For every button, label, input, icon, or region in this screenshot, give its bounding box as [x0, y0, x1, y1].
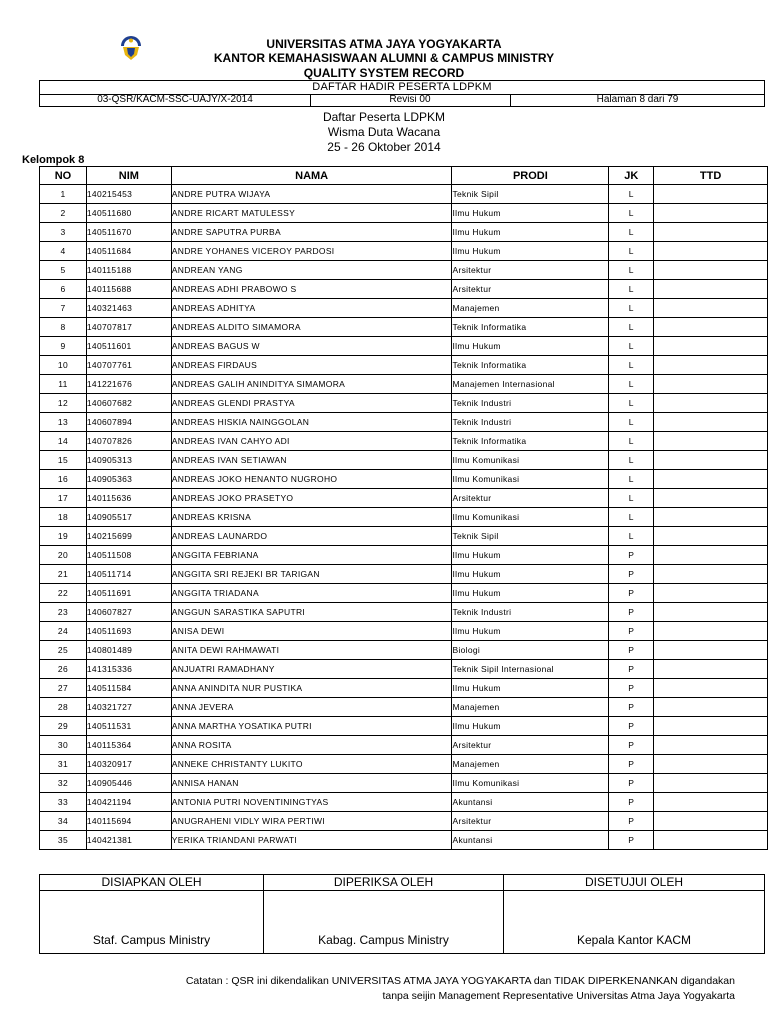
- cell-no: 35: [40, 831, 87, 850]
- signature-table: [39, 874, 765, 954]
- cell-jk: L: [609, 375, 654, 394]
- cell-no: 24: [40, 622, 87, 641]
- cell-nim: 141315336: [86, 660, 171, 679]
- cell-jk: P: [609, 622, 654, 641]
- cell-no: 12: [40, 394, 87, 413]
- cell-nim: 140511670: [86, 223, 171, 242]
- cell-no: 18: [40, 508, 87, 527]
- table-row: [40, 280, 768, 299]
- cell-ttd[interactable]: [654, 337, 768, 356]
- cell-jk: P: [609, 603, 654, 622]
- cell-prodi: Ilmu Hukum: [452, 717, 609, 736]
- cell-no: 7: [40, 299, 87, 318]
- cell-no: 16: [40, 470, 87, 489]
- cell-prodi: Teknik Industri: [452, 394, 609, 413]
- cell-ttd[interactable]: [654, 261, 768, 280]
- cell-ttd[interactable]: [654, 280, 768, 299]
- cell-nim: 140511684: [86, 242, 171, 261]
- cell-ttd[interactable]: [654, 755, 768, 774]
- cell-no: 5: [40, 261, 87, 280]
- cell-no: 9: [40, 337, 87, 356]
- checked-by-name: Kabag. Campus Ministry: [264, 891, 504, 954]
- cell-nama: ANGGITA TRIADANA: [171, 584, 452, 603]
- cell-nama: ANDRE SAPUTRA PURBA: [171, 223, 452, 242]
- cell-prodi: Arsitektur: [452, 736, 609, 755]
- table-row: [40, 337, 768, 356]
- table-row: [40, 470, 768, 489]
- cell-no: 10: [40, 356, 87, 375]
- cell-jk: L: [609, 280, 654, 299]
- cell-no: 21: [40, 565, 87, 584]
- table-row: [40, 584, 768, 603]
- cell-no: 22: [40, 584, 87, 603]
- event-date: 25 - 26 Oktober 2014: [327, 140, 441, 154]
- cell-jk: L: [609, 394, 654, 413]
- participant-table: [39, 166, 768, 850]
- cell-jk: L: [609, 413, 654, 432]
- cell-no: 13: [40, 413, 87, 432]
- signature-header-row: [40, 875, 765, 891]
- cell-no: 27: [40, 679, 87, 698]
- record-meta-row: [40, 94, 764, 106]
- cell-nama: ANNA ROSITA: [171, 736, 452, 755]
- approved-by-name: Kepala Kantor KACM: [504, 891, 765, 954]
- col-header-nama: NAMA: [171, 167, 452, 185]
- cell-no: 14: [40, 432, 87, 451]
- cell-nama: ANNA JEVERA: [171, 698, 452, 717]
- table-row: [40, 489, 768, 508]
- cell-nama: ANGGUN SARASTIKA SAPUTRI: [171, 603, 452, 622]
- cell-ttd[interactable]: [654, 242, 768, 261]
- cell-prodi: Teknik Industri: [452, 413, 609, 432]
- cell-jk: P: [609, 774, 654, 793]
- cell-ttd[interactable]: [654, 470, 768, 489]
- cell-ttd[interactable]: [654, 698, 768, 717]
- cell-prodi: Teknik Sipil: [452, 185, 609, 204]
- cell-prodi: Manajemen: [452, 299, 609, 318]
- cell-prodi: Ilmu Hukum: [452, 242, 609, 261]
- table-row: [40, 299, 768, 318]
- cell-nama: ANDREAS JOKO PRASETYO: [171, 489, 452, 508]
- table-row: [40, 546, 768, 565]
- cell-nim: 140511691: [86, 584, 171, 603]
- table-row: [40, 318, 768, 337]
- cell-jk: P: [609, 698, 654, 717]
- table-row: [40, 261, 768, 280]
- cell-jk: P: [609, 793, 654, 812]
- table-row: [40, 432, 768, 451]
- table-row: [40, 242, 768, 261]
- cell-prodi: Arsitektur: [452, 261, 609, 280]
- cell-nama: YERIKA TRIANDANI PARWATI: [171, 831, 452, 850]
- cell-nim: 141221676: [86, 375, 171, 394]
- table-row: [40, 679, 768, 698]
- col-header-ttd: TTD: [654, 167, 768, 185]
- cell-nim: 140707826: [86, 432, 171, 451]
- table-row: [40, 223, 768, 242]
- cell-nim: 140905446: [86, 774, 171, 793]
- record-page: Halaman 8 dari 79: [596, 94, 679, 105]
- table-row: [40, 565, 768, 584]
- table-row: [40, 755, 768, 774]
- cell-prodi: Teknik Informatika: [452, 432, 609, 451]
- list-title: Daftar Peserta LDPKM: [322, 110, 446, 124]
- cell-ttd[interactable]: [654, 622, 768, 641]
- cell-nim: 140905363: [86, 470, 171, 489]
- cell-prodi: Akuntansi: [452, 831, 609, 850]
- cell-nim: 140115364: [86, 736, 171, 755]
- cell-ttd[interactable]: [654, 546, 768, 565]
- cell-ttd[interactable]: [654, 774, 768, 793]
- cell-nim: 140321463: [86, 299, 171, 318]
- cell-prodi: Ilmu Hukum: [452, 223, 609, 242]
- cell-nim: 140511680: [86, 204, 171, 223]
- cell-ttd[interactable]: [654, 185, 768, 204]
- cell-jk: P: [609, 584, 654, 603]
- table-row: [40, 698, 768, 717]
- table-row: [40, 204, 768, 223]
- cell-ttd[interactable]: [654, 812, 768, 831]
- table-row: [40, 641, 768, 660]
- cell-nama: ANITA DEWI RAHMAWATI: [171, 641, 452, 660]
- table-row: [40, 451, 768, 470]
- cell-ttd[interactable]: [654, 508, 768, 527]
- cell-prodi: Manajemen: [452, 698, 609, 717]
- office-name: KANTOR KEMAHASISWAAN ALUMNI & CAMPUS MINISTRY: [213, 51, 555, 65]
- cell-nim: 140511508: [86, 546, 171, 565]
- cell-nama: ANDREAS GALIH ANINDITYA SIMAMORA: [171, 375, 452, 394]
- cell-jk: P: [609, 717, 654, 736]
- col-header-jk: JK: [609, 167, 654, 185]
- cell-nama: ANUGRAHENI VIDLY WIRA PERTIWI: [171, 812, 452, 831]
- cell-prodi: Ilmu Hukum: [452, 565, 609, 584]
- cell-prodi: Ilmu Komunikasi: [452, 774, 609, 793]
- cell-nim: 140421381: [86, 831, 171, 850]
- cell-nama: ANDREAS LAUNARDO: [171, 527, 452, 546]
- cell-nama: ANJUATRI RAMADHANY: [171, 660, 452, 679]
- cell-prodi: Akuntansi: [452, 793, 609, 812]
- cell-jk: P: [609, 812, 654, 831]
- record-info-box: [39, 80, 765, 107]
- table-row: [40, 527, 768, 546]
- cell-nim: 140511584: [86, 679, 171, 698]
- cell-jk: L: [609, 337, 654, 356]
- footer-note-line1: Catatan : QSR ini dikendalikan UNIVERSITAS ATMA JAYA YOGYAKARTA dan TIDAK DIPERKENANKAN digandakan: [185, 975, 735, 987]
- table-row: [40, 413, 768, 432]
- cell-jk: L: [609, 204, 654, 223]
- table-header-row: [40, 167, 768, 185]
- cell-no: 29: [40, 717, 87, 736]
- table-row: [40, 812, 768, 831]
- cell-jk: P: [609, 565, 654, 584]
- cell-jk: L: [609, 508, 654, 527]
- cell-nim: 140215699: [86, 527, 171, 546]
- cell-nim: 140511693: [86, 622, 171, 641]
- cell-prodi: Ilmu Hukum: [452, 622, 609, 641]
- cell-ttd[interactable]: [654, 793, 768, 812]
- cell-prodi: Ilmu Komunikasi: [452, 451, 609, 470]
- cell-prodi: Ilmu Komunikasi: [452, 508, 609, 527]
- cell-prodi: Teknik Industri: [452, 603, 609, 622]
- table-row: [40, 508, 768, 527]
- cell-nama: ANDREAN YANG: [171, 261, 452, 280]
- cell-nama: ANDREAS ADHITYA: [171, 299, 452, 318]
- cell-no: 26: [40, 660, 87, 679]
- cell-nim: 140801489: [86, 641, 171, 660]
- record-code: 03-QSR/KACM-SSC-UAJY/X-2014: [40, 94, 311, 106]
- cell-nama: ANGGITA SRI REJEKI BR TARIGAN: [171, 565, 452, 584]
- cell-ttd[interactable]: [654, 584, 768, 603]
- cell-ttd[interactable]: [654, 356, 768, 375]
- cell-jk: P: [609, 736, 654, 755]
- cell-no: 15: [40, 451, 87, 470]
- table-row: [40, 831, 768, 850]
- table-row: [40, 660, 768, 679]
- cell-ttd[interactable]: [654, 223, 768, 242]
- table-row: [40, 774, 768, 793]
- cell-prodi: Ilmu Komunikasi: [452, 470, 609, 489]
- cell-nama: ANNEKE CHRISTANTY LUKITO: [171, 755, 452, 774]
- cell-jk: P: [609, 831, 654, 850]
- cell-nim: 140511714: [86, 565, 171, 584]
- cell-nama: ANNA ANINDITA NUR PUSTIKA: [171, 679, 452, 698]
- cell-no: 20: [40, 546, 87, 565]
- cell-ttd[interactable]: [654, 565, 768, 584]
- cell-jk: P: [609, 679, 654, 698]
- cell-prodi: Ilmu Hukum: [452, 337, 609, 356]
- cell-prodi: Biologi: [452, 641, 609, 660]
- cell-ttd[interactable]: [654, 489, 768, 508]
- cell-nama: ANDREAS IVAN SETIAWAN: [171, 451, 452, 470]
- cell-nim: 140421194: [86, 793, 171, 812]
- cell-nim: 140905517: [86, 508, 171, 527]
- cell-jk: P: [609, 755, 654, 774]
- footer-note-line2: tanpa seijin Management Representative Universitas Atma Jaya Yogyakarta: [382, 990, 735, 1002]
- cell-prodi: Teknik Informatika: [452, 356, 609, 375]
- cell-prodi: Ilmu Hukum: [452, 204, 609, 223]
- cell-prodi: Arsitektur: [452, 812, 609, 831]
- cell-jk: L: [609, 318, 654, 337]
- cell-nim: 140115636: [86, 489, 171, 508]
- cell-nama: ANDREAS JOKO HENANTO NUGROHO: [171, 470, 452, 489]
- table-row: [40, 375, 768, 394]
- cell-nim: 140511601: [86, 337, 171, 356]
- group-label: Kelompok 8: [22, 154, 85, 166]
- cell-nama: ANGGITA FEBRIANA: [171, 546, 452, 565]
- cell-jk: P: [609, 641, 654, 660]
- cell-ttd[interactable]: [654, 375, 768, 394]
- cell-jk: L: [609, 489, 654, 508]
- cell-ttd[interactable]: [654, 679, 768, 698]
- cell-nama: ANNISA HANAN: [171, 774, 452, 793]
- cell-jk: L: [609, 261, 654, 280]
- cell-prodi: Teknik Sipil: [452, 527, 609, 546]
- cell-no: 8: [40, 318, 87, 337]
- approved-by-label: DISETUJUI OLEH: [504, 875, 765, 891]
- cell-nama: ANDRE YOHANES VICEROY PARDOSI: [171, 242, 452, 261]
- checked-by-label: DIPERIKSA OLEH: [264, 875, 504, 891]
- table-row: [40, 356, 768, 375]
- cell-no: 25: [40, 641, 87, 660]
- cell-jk: L: [609, 356, 654, 375]
- cell-no: 17: [40, 489, 87, 508]
- table-row: [40, 736, 768, 755]
- event-venue: Wisma Duta Wacana: [327, 125, 441, 139]
- cell-jk: L: [609, 223, 654, 242]
- cell-nama: ANDREAS BAGUS W: [171, 337, 452, 356]
- cell-jk: L: [609, 242, 654, 261]
- cell-nama: ANNA MARTHA YOSATIKA PUTRI: [171, 717, 452, 736]
- cell-ttd[interactable]: [654, 394, 768, 413]
- record-type: QUALITY SYSTEM RECORD: [303, 66, 465, 80]
- col-header-prodi: PRODI: [452, 167, 609, 185]
- prepared-by-label: DISIAPKAN OLEH: [40, 875, 264, 891]
- cell-ttd[interactable]: [654, 432, 768, 451]
- table-row: [40, 185, 768, 204]
- table-row: [40, 603, 768, 622]
- cell-nama: ANDREAS GLENDI PRASTYA: [171, 394, 452, 413]
- cell-no: 6: [40, 280, 87, 299]
- cell-nama: ANDREAS HISKIA NAINGGOLAN: [171, 413, 452, 432]
- cell-prodi: Teknik Informatika: [452, 318, 609, 337]
- cell-ttd[interactable]: [654, 413, 768, 432]
- cell-no: 19: [40, 527, 87, 546]
- cell-no: 31: [40, 755, 87, 774]
- cell-ttd[interactable]: [654, 204, 768, 223]
- cell-jk: L: [609, 470, 654, 489]
- cell-no: 11: [40, 375, 87, 394]
- cell-nim: 140511531: [86, 717, 171, 736]
- signature-body-row: [40, 891, 765, 954]
- col-header-no: NO: [40, 167, 87, 185]
- cell-ttd[interactable]: [654, 603, 768, 622]
- cell-no: 33: [40, 793, 87, 812]
- cell-nama: ANDREAS KRISNA: [171, 508, 452, 527]
- cell-nim: 140115688: [86, 280, 171, 299]
- cell-nim: 140607682: [86, 394, 171, 413]
- cell-jk: L: [609, 299, 654, 318]
- cell-jk: L: [609, 451, 654, 470]
- cell-ttd[interactable]: [654, 736, 768, 755]
- cell-jk: L: [609, 185, 654, 204]
- cell-ttd[interactable]: [654, 527, 768, 546]
- col-header-nim: NIM: [86, 167, 171, 185]
- cell-nim: 140115694: [86, 812, 171, 831]
- cell-nim: 140215453: [86, 185, 171, 204]
- cell-no: 30: [40, 736, 87, 755]
- cell-nim: 140320917: [86, 755, 171, 774]
- cell-prodi: Teknik Sipil Internasional: [452, 660, 609, 679]
- record-revision: Revisi 00: [310, 94, 511, 106]
- cell-no: 2: [40, 204, 87, 223]
- cell-nama: ANISA DEWI: [171, 622, 452, 641]
- table-row: [40, 394, 768, 413]
- cell-no: 1: [40, 185, 87, 204]
- cell-nim: 140321727: [86, 698, 171, 717]
- cell-nim: 140115188: [86, 261, 171, 280]
- cell-prodi: Ilmu Hukum: [452, 584, 609, 603]
- cell-no: 32: [40, 774, 87, 793]
- cell-ttd[interactable]: [654, 641, 768, 660]
- cell-no: 3: [40, 223, 87, 242]
- university-name: UNIVERSITAS ATMA JAYA YOGYAKARTA: [266, 37, 502, 51]
- cell-no: 23: [40, 603, 87, 622]
- table-row: [40, 622, 768, 641]
- table-row: [40, 793, 768, 812]
- cell-nama: ANDREAS FIRDAUS: [171, 356, 452, 375]
- cell-nim: 140707817: [86, 318, 171, 337]
- cell-ttd[interactable]: [654, 660, 768, 679]
- cell-ttd[interactable]: [654, 831, 768, 850]
- cell-jk: L: [609, 527, 654, 546]
- cell-jk: P: [609, 660, 654, 679]
- prepared-by-name: Staf. Campus Ministry: [40, 891, 264, 954]
- cell-ttd[interactable]: [654, 299, 768, 318]
- cell-prodi: Arsitektur: [452, 489, 609, 508]
- record-title: DAFTAR HADIR PESERTA LDPKM: [40, 81, 764, 95]
- cell-nama: ANDREAS ALDITO SIMAMORA: [171, 318, 452, 337]
- cell-prodi: Ilmu Hukum: [452, 679, 609, 698]
- cell-nama: ANDRE RICART MATULESSY: [171, 204, 452, 223]
- cell-ttd[interactable]: [654, 318, 768, 337]
- cell-jk: L: [609, 432, 654, 451]
- cell-nama: ANDRE PUTRA WIJAYA: [171, 185, 452, 204]
- cell-prodi: Manajemen: [452, 755, 609, 774]
- table-row: [40, 717, 768, 736]
- cell-nim: 140707761: [86, 356, 171, 375]
- cell-no: 4: [40, 242, 87, 261]
- cell-nama: ANDREAS IVAN CAHYO ADI: [171, 432, 452, 451]
- cell-prodi: Arsitektur: [452, 280, 609, 299]
- cell-prodi: Ilmu Hukum: [452, 546, 609, 565]
- cell-nama: ANDREAS ADHI PRABOWO S: [171, 280, 452, 299]
- cell-no: 28: [40, 698, 87, 717]
- cell-no: 34: [40, 812, 87, 831]
- cell-nim: 140905313: [86, 451, 171, 470]
- cell-jk: P: [609, 546, 654, 565]
- cell-nama: ANTONIA PUTRI NOVENTININGTYAS: [171, 793, 452, 812]
- cell-ttd[interactable]: [654, 451, 768, 470]
- cell-ttd[interactable]: [654, 717, 768, 736]
- cell-prodi: Manajemen Internasional: [452, 375, 609, 394]
- cell-nim: 140607894: [86, 413, 171, 432]
- cell-nim: 140607827: [86, 603, 171, 622]
